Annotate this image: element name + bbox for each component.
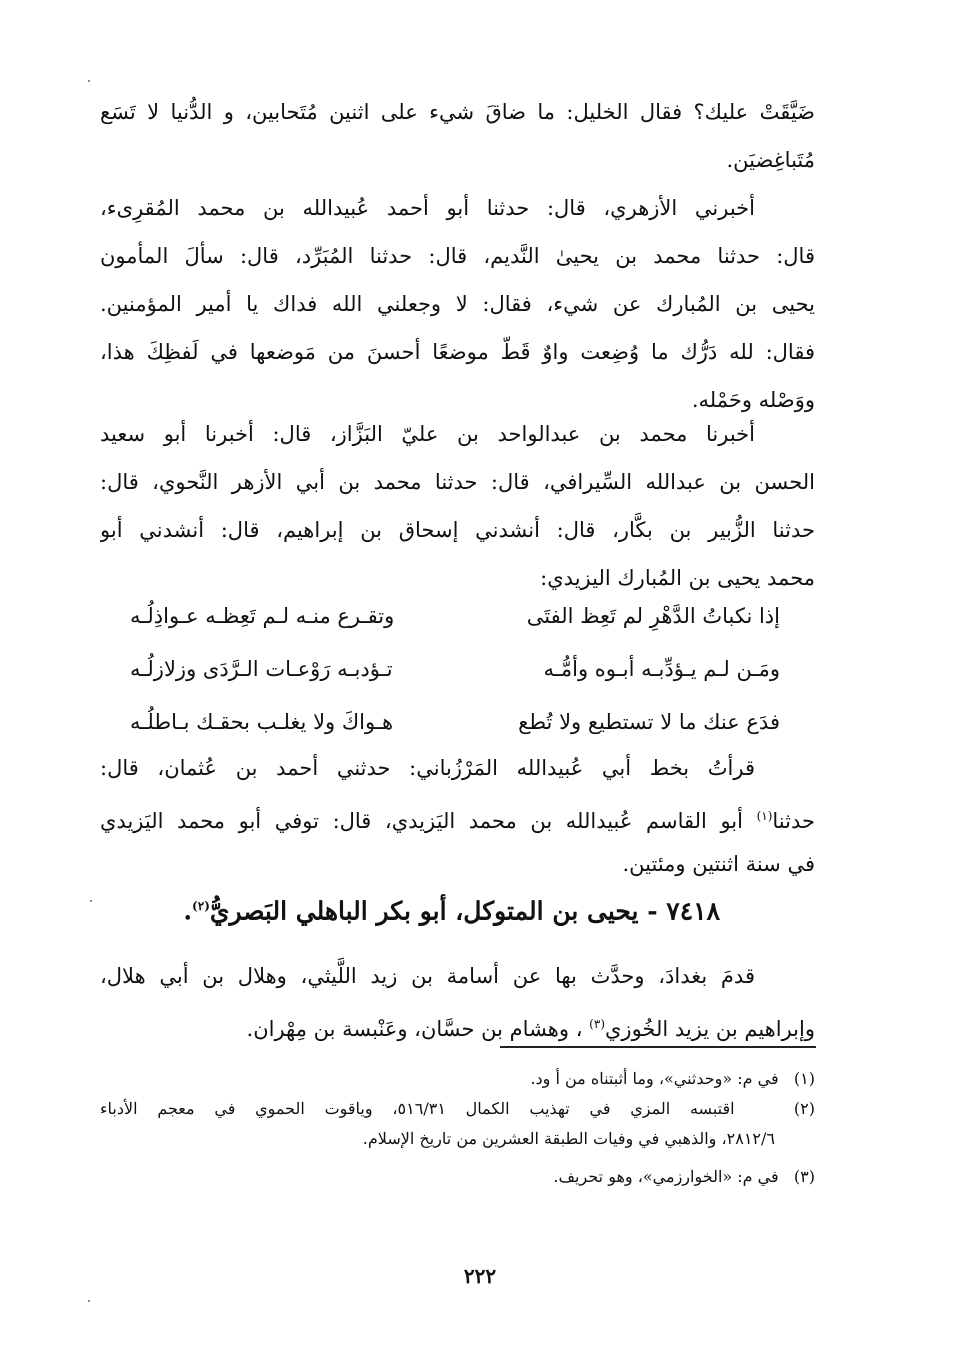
footnote-1	[100, 1064, 815, 1094]
text-line: أخبرني الأزهري، قال: حدثنا أبو أحمد عُبيدالله بن محمد المُقرِىء،	[100, 196, 755, 220]
heading-suffix: .	[183, 896, 193, 926]
text-line	[100, 792, 815, 840]
poem	[130, 590, 780, 749]
paragraph-3	[100, 410, 815, 602]
page-number: ٢٢٢	[463, 1264, 497, 1288]
paragraph-1	[100, 88, 815, 184]
scan-speck	[88, 80, 90, 82]
footnote-number: (٣)	[793, 1167, 815, 1186]
scan-speck	[90, 900, 92, 902]
text-segment: وإبراهيم بن يزيد الخُوزي	[605, 1017, 815, 1041]
text-segment: حدثنا	[772, 809, 815, 833]
footnote-3	[100, 1162, 815, 1192]
footnote-text: في م: «وحدثني»، وما أثبتناه من أ ود.	[530, 1069, 779, 1088]
footnote-separator	[500, 1046, 816, 1048]
text-line: محمد يحيى بن المُبارك اليزيدي:	[540, 566, 815, 590]
footnote-marker: (٣)	[589, 1017, 605, 1031]
text-line: ضَيَّقَتْ عليك؟ فقال الخليل: ما ضاقَ شيء على اثنين مُتَحابين، و الدُّنيا لا تَسَع	[100, 100, 815, 124]
text-line: أخبرنا محمد بن عبدالواحد بن عليّ البَزَّاز، قال: أخبرنا أبو سعيد	[100, 422, 755, 446]
footnote-number: (١)	[793, 1069, 815, 1088]
verse-first-hemistich: إذا نكباتُ الدَّهْرِ لم تَعِظ الفتَى	[526, 604, 780, 628]
paragraph-2	[100, 184, 815, 424]
verse-first-hemistich: فدَع عنك ما لا تستطيع ولا تُطع	[518, 710, 780, 734]
scan-speck	[88, 1300, 90, 1302]
poem-verse	[130, 696, 780, 749]
verse-first-hemistich: ومَـن لـم يـؤدِّبـه أبـوه وأمُّـه	[543, 657, 780, 681]
text-line: الحسن بن عبدالله السِّيرافي، قال: حدثنا محمد بن أبي الأزهر النَّحوي، قال:	[100, 470, 815, 494]
paragraph-5	[100, 952, 815, 1048]
poem-verse	[130, 643, 780, 696]
text-segment: ، وهشام بن حسَّان، وعَنْبسة بن مِهْران.	[246, 1017, 583, 1041]
text-line: ووَصْله وحَمْله.	[691, 388, 815, 412]
text-line: يحيى بن المُبارك عن شيء، فقال: لا وجعلني الله فداك يا أمير المؤمنين.	[100, 292, 815, 316]
poem-verse	[130, 590, 780, 643]
entry-heading-text: ٧٤١٨ - يحيى بن المتوكل، أبو بكر الباهلي البَصريُّ	[209, 896, 720, 926]
footnotes	[100, 1064, 815, 1192]
footnote-2	[100, 1094, 815, 1124]
text-line: قال: حدثنا محمد بن يحيىٰ النَّديم، قال: حدثنا المُبَرِّد، قال: سألَ المأمون	[100, 244, 815, 268]
text-line: مُتَباغِضيَن.	[726, 148, 815, 172]
text-line: قرأتُ بخط أبي عُبيدالله المَرْزُباني: حدثني أحمد بن عُثمان، قال:	[100, 756, 755, 780]
text-line: قدمَ بغدادَ، وحدَّث بها عن أسامة بن زيد اللَّيثي، وهلال بن أبي هلال،	[100, 964, 755, 988]
text-segment: أبو القاسم عُبيدالله بن محمد اليَزيدي، قال: توفي أبو محمد اليَزيدي	[100, 809, 743, 833]
footnote-text: في م: «الخوارزمي»، وهو تحريف.	[553, 1167, 779, 1186]
footnote-2-continuation: ٢٨١٢/٦، والذهبي في وفيات الطبقة العشرين من تاريخ الإسلام.	[362, 1129, 775, 1148]
verse-second-hemistich: هـواكَ ولا يغلـب بحقـك بـاطلُـه	[130, 710, 394, 734]
footnote-marker: (١)	[756, 809, 773, 823]
text-line: حدثنا الزُّبير بن بكَّار، قال: أنشدني إسحاق بن إبراهيم، قال: أنشدني أبو	[100, 518, 815, 542]
footnote-text: اقتبسه المزي في تهذيب الكمال ٥١٦/٣١، وياقوت الحموي في معجم الأدباء	[100, 1099, 735, 1118]
text-line: فقال: لله دَرُّك ما وُضِعت واوٌ قَطّ موضعًا أحسنَ من مَوضعها في لَفظِكَ هذا،	[100, 340, 815, 364]
text-line	[100, 1000, 815, 1048]
text-line: في سنة اثنتين ومئتين.	[622, 852, 815, 876]
paragraph-4	[100, 744, 815, 888]
verse-second-hemistich: وتقـرع منـه لـم تَعِظـه عـواذِلُـه	[130, 604, 395, 628]
footnote-number: (٢)	[793, 1099, 815, 1118]
verse-second-hemistich: تـؤدبـه رَوْعـات الـرَّدَى وزلازلُـه	[130, 657, 393, 681]
footnote-marker: (٢)	[192, 899, 210, 913]
entry-heading	[180, 886, 720, 931]
